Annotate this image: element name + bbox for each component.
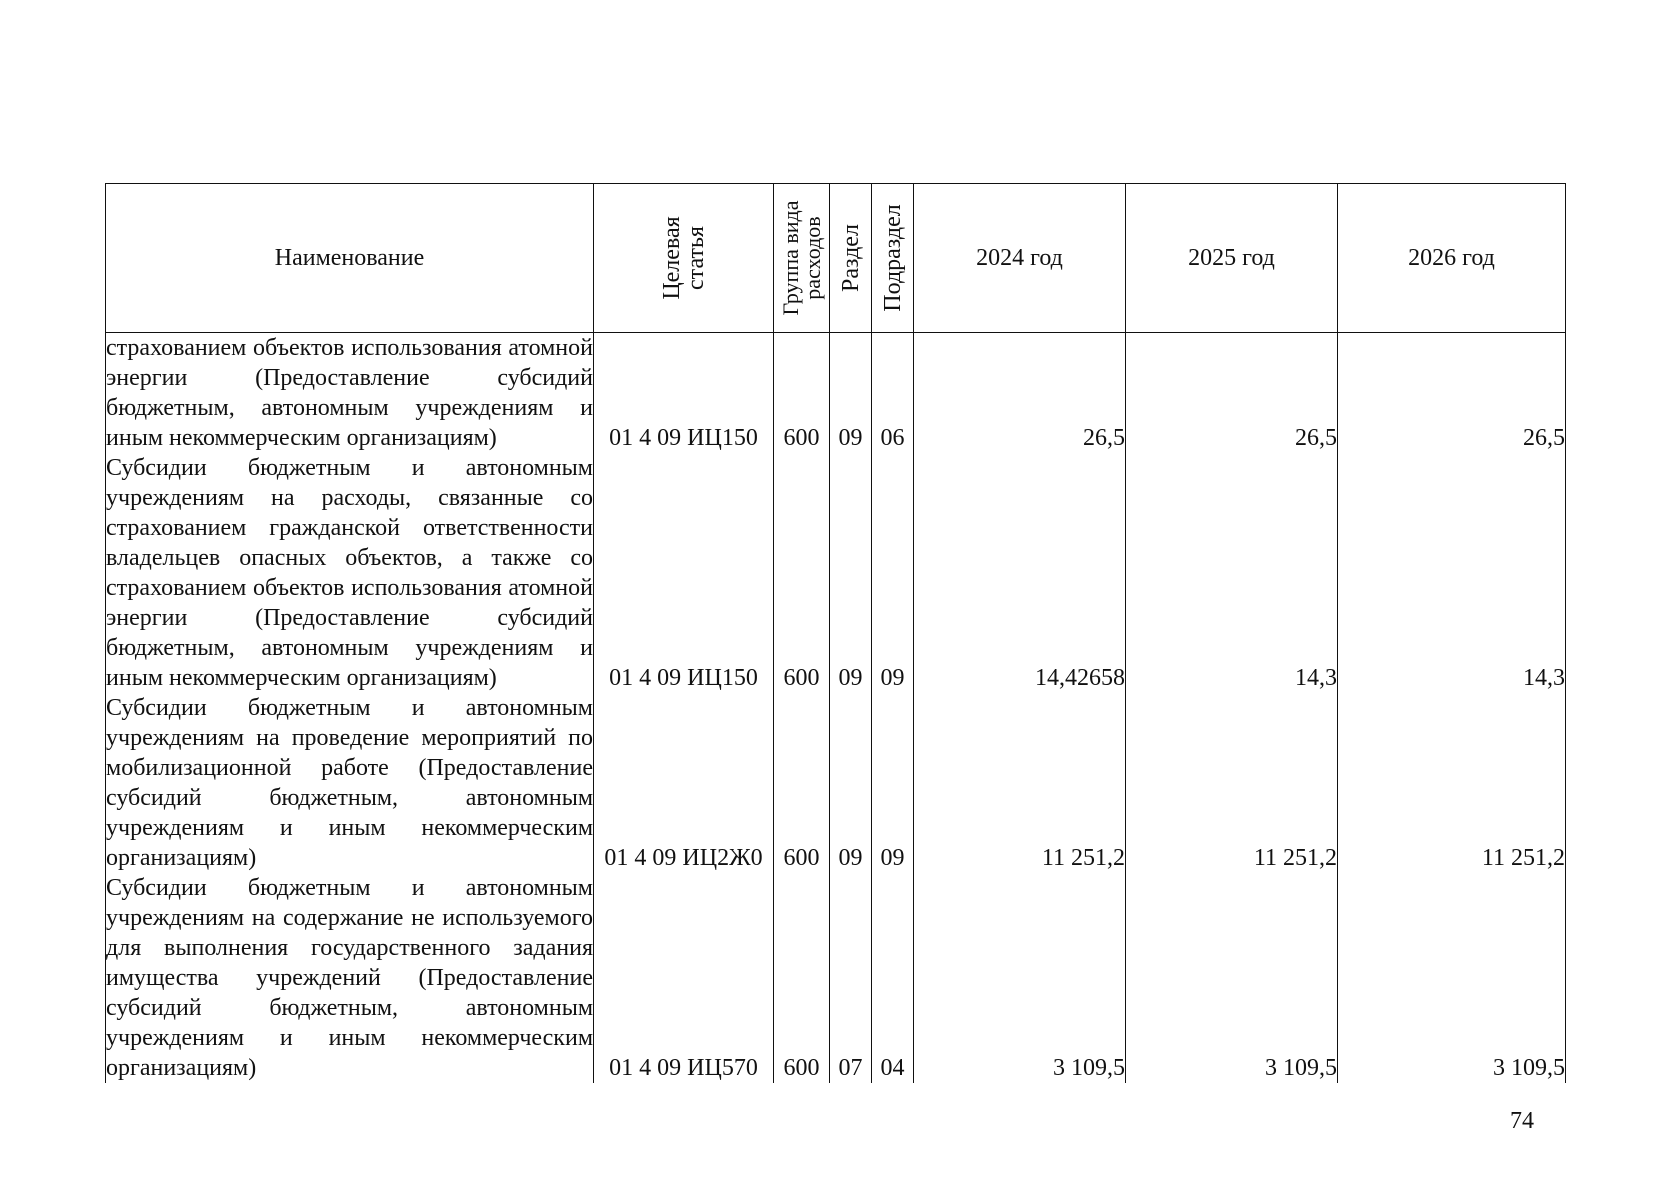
row-2024: 3 109,5	[914, 873, 1126, 1083]
row-group: 600	[774, 333, 830, 454]
row-name: Субсидии бюджетным и автономным учреждениям на расходы, связанные со страхованием гражданской ответственности владельцев опасных объектов, а также со страхованием объектов использования атомной энергии (Предоставление субсидий бюджетным, автономным учреждениям и иным некоммерческим организациям)	[106, 455, 593, 691]
row-name: Субсидии бюджетным и автономным учреждениям на содержание не используемого для выполнения государственного задания имущества учреждений (Предоставление субсидий бюджетным, автономным учреждениям и иным некоммерческим организациям)	[106, 875, 593, 1081]
table-row	[106, 693, 1566, 873]
page-number: 74	[1510, 1108, 1534, 1134]
table-row	[106, 333, 1566, 454]
row-subsection: 06	[872, 333, 914, 454]
row-2026: 14,3	[1338, 453, 1566, 693]
header-2024-label: 2024 год	[976, 245, 1063, 271]
row-subsection: 09	[872, 693, 914, 873]
row-subsection: 09	[872, 453, 914, 693]
budget-table	[105, 183, 1566, 1083]
row-section: 09	[830, 693, 872, 873]
row-group: 600	[774, 873, 830, 1083]
header-group	[774, 184, 830, 333]
header-section	[830, 184, 872, 333]
row-section: 09	[830, 453, 872, 693]
row-2026: 3 109,5	[1338, 873, 1566, 1083]
row-2025: 26,5	[1126, 333, 1338, 454]
row-target: 01 4 09 ИЦ150	[594, 453, 774, 693]
header-2025	[1126, 184, 1338, 333]
row-target: 01 4 09 ИЦ570	[594, 873, 774, 1083]
table-row	[106, 453, 1566, 693]
row-2025: 11 251,2	[1126, 693, 1338, 873]
header-group-label: Группа вида расходов	[777, 200, 825, 316]
row-name: страхованием объектов использования атомной энергии (Предоставление субсидий бюджетным, автономным учреждениям и иным некоммерческим организациям)	[106, 333, 594, 454]
row-2024: 14,42658	[914, 453, 1126, 693]
row-target: 01 4 09 ИЦ150	[594, 333, 774, 454]
header-name-label: Наименование	[274, 245, 425, 271]
table-header-row	[106, 184, 1566, 333]
row-section: 07	[830, 873, 872, 1083]
header-subsection-label: Подраздел	[879, 204, 906, 312]
table-row	[106, 873, 1566, 1083]
row-2026: 26,5	[1338, 333, 1566, 454]
header-target	[594, 184, 774, 333]
row-subsection: 04	[872, 873, 914, 1083]
header-2025-label: 2025 год	[1188, 245, 1275, 271]
header-target-label: Целевая статья	[658, 216, 709, 300]
row-2026: 11 251,2	[1338, 693, 1566, 873]
header-2026	[1338, 184, 1566, 333]
row-2024: 26,5	[914, 333, 1126, 454]
row-group: 600	[774, 453, 830, 693]
header-2026-label: 2026 год	[1408, 245, 1495, 271]
row-target: 01 4 09 ИЦ2Ж0	[594, 693, 774, 873]
row-section: 09	[830, 333, 872, 454]
header-name	[106, 184, 594, 333]
row-2025: 14,3	[1126, 453, 1338, 693]
header-2024	[914, 184, 1126, 333]
row-2024: 11 251,2	[914, 693, 1126, 873]
row-name: Субсидии бюджетным и автономным учреждениям на проведение мероприятий по мобилизационной работе (Предоставление субсидий бюджетным, автономным учреждениям и иным некоммерческим организациям)	[106, 695, 593, 871]
header-section-label: Раздел	[837, 224, 864, 292]
row-2025: 3 109,5	[1126, 873, 1338, 1083]
row-group: 600	[774, 693, 830, 873]
header-subsection	[872, 184, 914, 333]
